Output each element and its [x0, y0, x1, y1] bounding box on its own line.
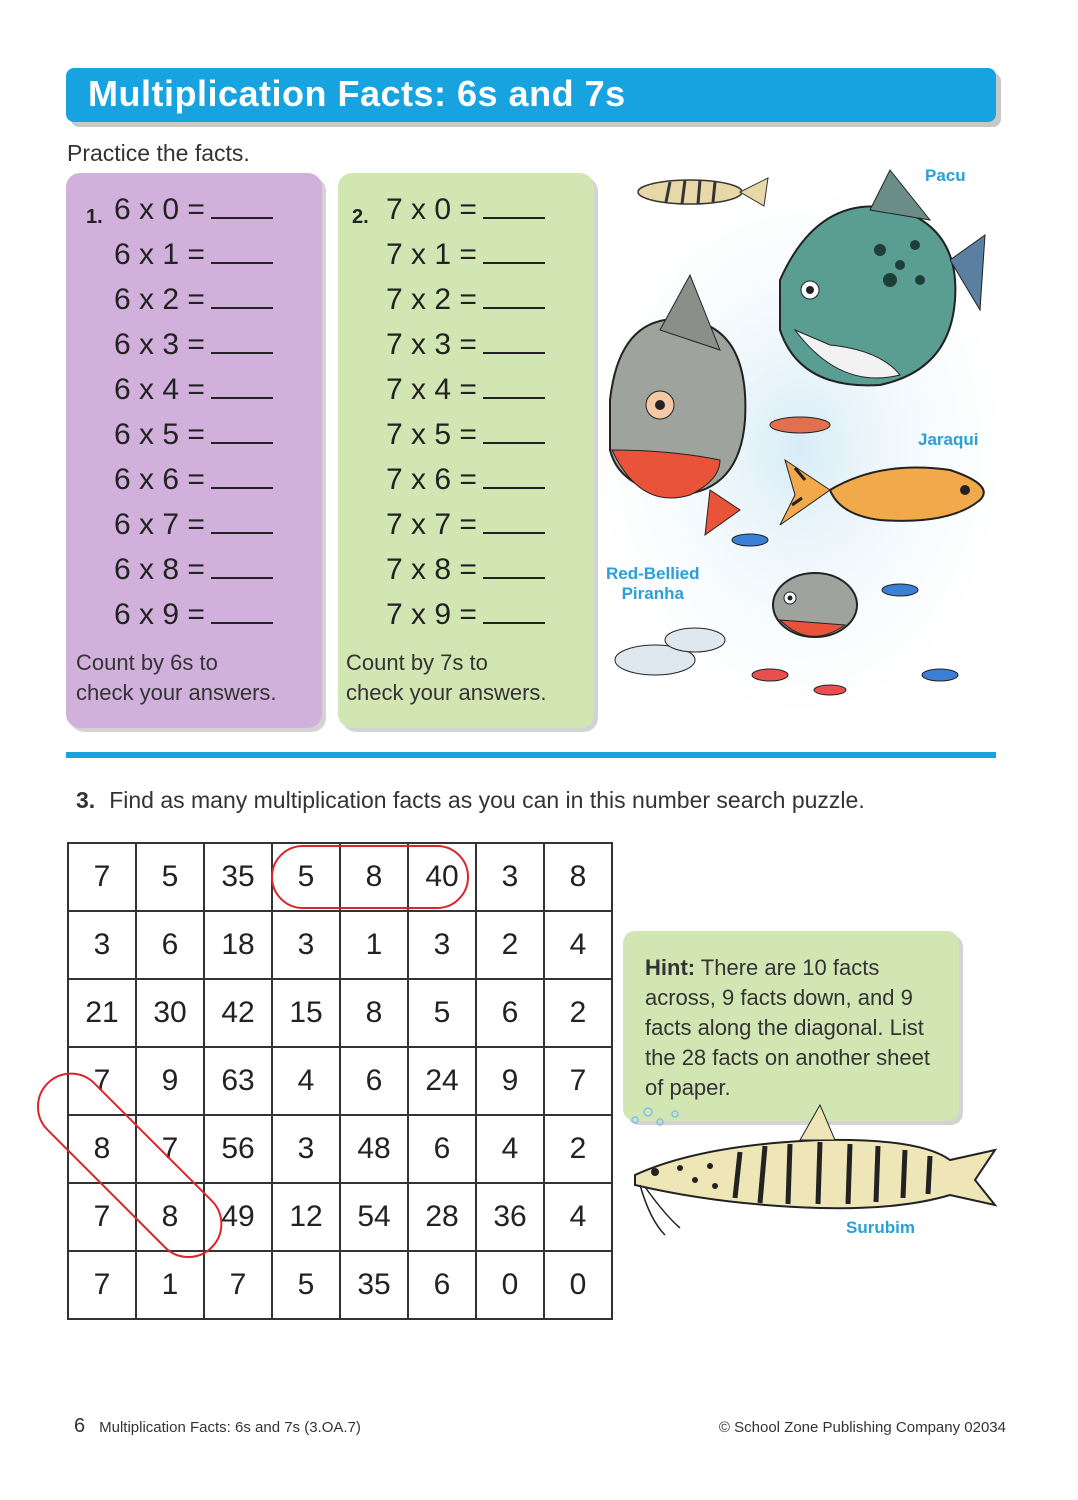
hint-box	[623, 931, 959, 1121]
fact-expression: 6 x 1 =	[114, 238, 205, 271]
page-number: 6	[74, 1415, 86, 1437]
grid-cell[interactable]: 63	[204, 1047, 272, 1115]
fact-row	[114, 324, 273, 364]
answer-blank[interactable]	[483, 234, 545, 264]
fact-row	[386, 459, 545, 499]
grid-cell[interactable]: 40	[408, 843, 476, 911]
grid-cell[interactable]: 5	[272, 843, 340, 911]
grid-cell[interactable]: 12	[272, 1183, 340, 1251]
answer-blank[interactable]	[483, 369, 545, 399]
fact-row	[114, 369, 273, 409]
question-3	[76, 787, 865, 814]
grid-cell[interactable]: 6	[408, 1251, 476, 1319]
fact-row	[114, 234, 273, 274]
section-3-number: 3.	[76, 787, 96, 813]
grid-cell[interactable]: 15	[272, 979, 340, 1047]
grid-cell[interactable]: 7	[68, 1047, 136, 1115]
grid-cell[interactable]: 42	[204, 979, 272, 1047]
surubim-fish-icon	[620, 1100, 1000, 1250]
answer-blank[interactable]	[211, 234, 273, 264]
answer-blank[interactable]	[483, 594, 545, 624]
grid-cell[interactable]: 7	[204, 1251, 272, 1319]
surubim-label: Surubim	[846, 1218, 915, 1237]
fact-row	[114, 279, 273, 319]
fact-expression: 7 x 4 =	[386, 373, 477, 406]
grid-row	[68, 1251, 612, 1319]
grid-cell[interactable]: 4	[476, 1115, 544, 1183]
fact-expression: 7 x 7 =	[386, 508, 477, 541]
grid-cell[interactable]: 6	[476, 979, 544, 1047]
footer-right: © School Zone Publishing Company 02034	[718, 1419, 1006, 1436]
fact-expression: 6 x 9 =	[114, 598, 205, 631]
fact-row	[386, 594, 545, 634]
fact-row	[114, 189, 273, 229]
answer-blank[interactable]	[211, 504, 273, 534]
number-search-grid	[67, 842, 613, 1320]
grid-cell[interactable]: 8	[136, 1183, 204, 1251]
fact-expression: 6 x 7 =	[114, 508, 205, 541]
grid-cell[interactable]: 1	[136, 1251, 204, 1319]
fact-expression: 6 x 6 =	[114, 463, 205, 496]
fact-expression: 6 x 2 =	[114, 283, 205, 316]
grid-cell[interactable]: 0	[544, 1251, 612, 1319]
footer-left-text: Multiplication Facts: 6s and 7s (3.OA.7)	[99, 1419, 361, 1436]
instructions: Practice the facts.	[67, 140, 250, 166]
grid-cell[interactable]: 6	[136, 911, 204, 979]
answer-blank[interactable]	[211, 369, 273, 399]
fact-expression: 7 x 3 =	[386, 328, 477, 361]
grid-cell[interactable]: 54	[340, 1183, 408, 1251]
sevens-check-line-2: check your answers.	[346, 680, 547, 705]
grid-cell[interactable]: 3	[272, 911, 340, 979]
grid-cell[interactable]: 5	[408, 979, 476, 1047]
section-2-number: 2.	[352, 206, 369, 228]
answer-blank[interactable]	[483, 459, 545, 489]
grid-row	[68, 1047, 612, 1115]
sixes-check-line-2: check your answers.	[76, 680, 277, 705]
pacu-label: Pacu	[925, 166, 966, 185]
grid-cell[interactable]: 9	[136, 1047, 204, 1115]
grid-cell[interactable]: 7	[544, 1047, 612, 1115]
grid-row	[68, 1115, 612, 1183]
answer-blank[interactable]	[211, 189, 273, 219]
sixes-check-line-1: Count by 6s to	[76, 650, 218, 675]
grid-cell[interactable]: 56	[204, 1115, 272, 1183]
answer-blank[interactable]	[211, 414, 273, 444]
grid-cell[interactable]: 5	[136, 843, 204, 911]
fact-row	[114, 504, 273, 544]
grid-cell[interactable]: 8	[340, 843, 408, 911]
grid-cell[interactable]: 7	[68, 1251, 136, 1319]
grid-cell[interactable]: 7	[136, 1115, 204, 1183]
grid-row	[68, 911, 612, 979]
grid-cell[interactable]: 9	[476, 1047, 544, 1115]
grid-cell[interactable]: 2	[544, 979, 612, 1047]
grid-cell[interactable]: 3	[68, 911, 136, 979]
grid-cell[interactable]: 8	[340, 979, 408, 1047]
surubim-illustration	[620, 1100, 1000, 1250]
grid-cell[interactable]: 21	[68, 979, 136, 1047]
sevens-facts-box	[338, 173, 594, 728]
sevens-check-text	[346, 648, 547, 708]
small-piranha-icon	[773, 573, 857, 637]
fact-row	[386, 234, 545, 274]
jaraqui-label: Jaraqui	[918, 430, 979, 449]
answer-blank[interactable]	[483, 279, 545, 309]
grid-cell[interactable]: 3	[272, 1115, 340, 1183]
grid-cell[interactable]: 28	[408, 1183, 476, 1251]
fact-row	[386, 549, 545, 589]
grid-cell[interactable]: 35	[340, 1251, 408, 1319]
grid-cell[interactable]: 2	[544, 1115, 612, 1183]
answer-blank[interactable]	[211, 459, 273, 489]
answer-blank[interactable]	[211, 549, 273, 579]
fact-expression: 7 x 1 =	[386, 238, 477, 271]
grid-cell[interactable]: 0	[476, 1251, 544, 1319]
answer-blank[interactable]	[483, 324, 545, 354]
fact-row	[114, 414, 273, 454]
fact-expression: 7 x 2 =	[386, 283, 477, 316]
fact-expression: 7 x 0 =	[386, 193, 477, 226]
fact-row	[114, 459, 273, 499]
grid-cell[interactable]: 49	[204, 1183, 272, 1251]
fact-row	[386, 279, 545, 319]
hint-body: There are 10 facts across, 9 facts down, and 9 facts along the diagonal. List the 28 facts on another sheet of paper.	[645, 955, 930, 1100]
fact-expression: 7 x 9 =	[386, 598, 477, 631]
grid-cell[interactable]: 1	[340, 911, 408, 979]
answer-blank[interactable]	[483, 504, 545, 534]
grid-cell[interactable]: 7	[68, 843, 136, 911]
fact-row	[386, 504, 545, 544]
fact-expression: 6 x 0 =	[114, 193, 205, 226]
grid-cell[interactable]: 36	[476, 1183, 544, 1251]
piranha-label-line-2: Piranha	[621, 584, 684, 603]
fish-illustration	[600, 150, 1000, 710]
section-1-number: 1.	[86, 206, 103, 228]
question-3-text: Find as many multiplication facts as you can in this number search puzzle.	[109, 787, 865, 813]
grid-cell[interactable]: 7	[68, 1183, 136, 1251]
grid-cell[interactable]: 3	[476, 843, 544, 911]
fact-expression: 7 x 8 =	[386, 553, 477, 586]
answer-blank[interactable]	[483, 549, 545, 579]
grid-cell[interactable]: 5	[272, 1251, 340, 1319]
piranha-label	[606, 564, 700, 604]
grid-cell[interactable]: 35	[204, 843, 272, 911]
grid-cell[interactable]: 4	[544, 1183, 612, 1251]
fact-expression: 6 x 8 =	[114, 553, 205, 586]
grid-cell[interactable]: 6	[340, 1047, 408, 1115]
sixes-facts-box	[66, 173, 322, 728]
grid-cell[interactable]: 48	[340, 1115, 408, 1183]
fact-row	[386, 324, 545, 364]
fact-expression: 6 x 5 =	[114, 418, 205, 451]
fact-row	[114, 594, 273, 634]
page-title: Multiplication Facts: 6s and 7s	[88, 73, 626, 114]
grid-cell[interactable]: 2	[476, 911, 544, 979]
answer-blank[interactable]	[483, 414, 545, 444]
grid-cell[interactable]: 24	[408, 1047, 476, 1115]
grid-row	[68, 843, 612, 911]
piranha-label-line-1: Red-Bellied	[606, 564, 700, 583]
answer-blank[interactable]	[211, 594, 273, 624]
fact-expression: 7 x 5 =	[386, 418, 477, 451]
fact-expression: 7 x 6 =	[386, 463, 477, 496]
grid-cell[interactable]: 8	[544, 843, 612, 911]
grid-cell[interactable]: 18	[204, 911, 272, 979]
grid-row	[68, 1183, 612, 1251]
fact-expression: 6 x 3 =	[114, 328, 205, 361]
grid-cell[interactable]: 30	[136, 979, 204, 1047]
sixes-check-text	[76, 648, 277, 708]
answer-blank[interactable]	[211, 279, 273, 309]
grid-cell[interactable]: 6	[408, 1115, 476, 1183]
sevens-check-line-1: Count by 7s to	[346, 650, 488, 675]
answer-blank[interactable]	[483, 189, 545, 219]
fact-row	[114, 549, 273, 589]
section-divider	[66, 752, 996, 758]
footer-left	[74, 1415, 361, 1438]
fact-row	[386, 369, 545, 409]
fact-row	[386, 414, 545, 454]
grid-row	[68, 979, 612, 1047]
grid-cell[interactable]: 4	[544, 911, 612, 979]
title-banner	[66, 68, 996, 122]
hint-text	[645, 953, 950, 1103]
fact-row	[386, 189, 545, 229]
grid-cell[interactable]: 8	[68, 1115, 136, 1183]
grid-cell[interactable]: 4	[272, 1047, 340, 1115]
fact-expression: 6 x 4 =	[114, 373, 205, 406]
hint-label: Hint:	[645, 955, 696, 980]
answer-blank[interactable]	[211, 324, 273, 354]
grid-cell[interactable]: 3	[408, 911, 476, 979]
